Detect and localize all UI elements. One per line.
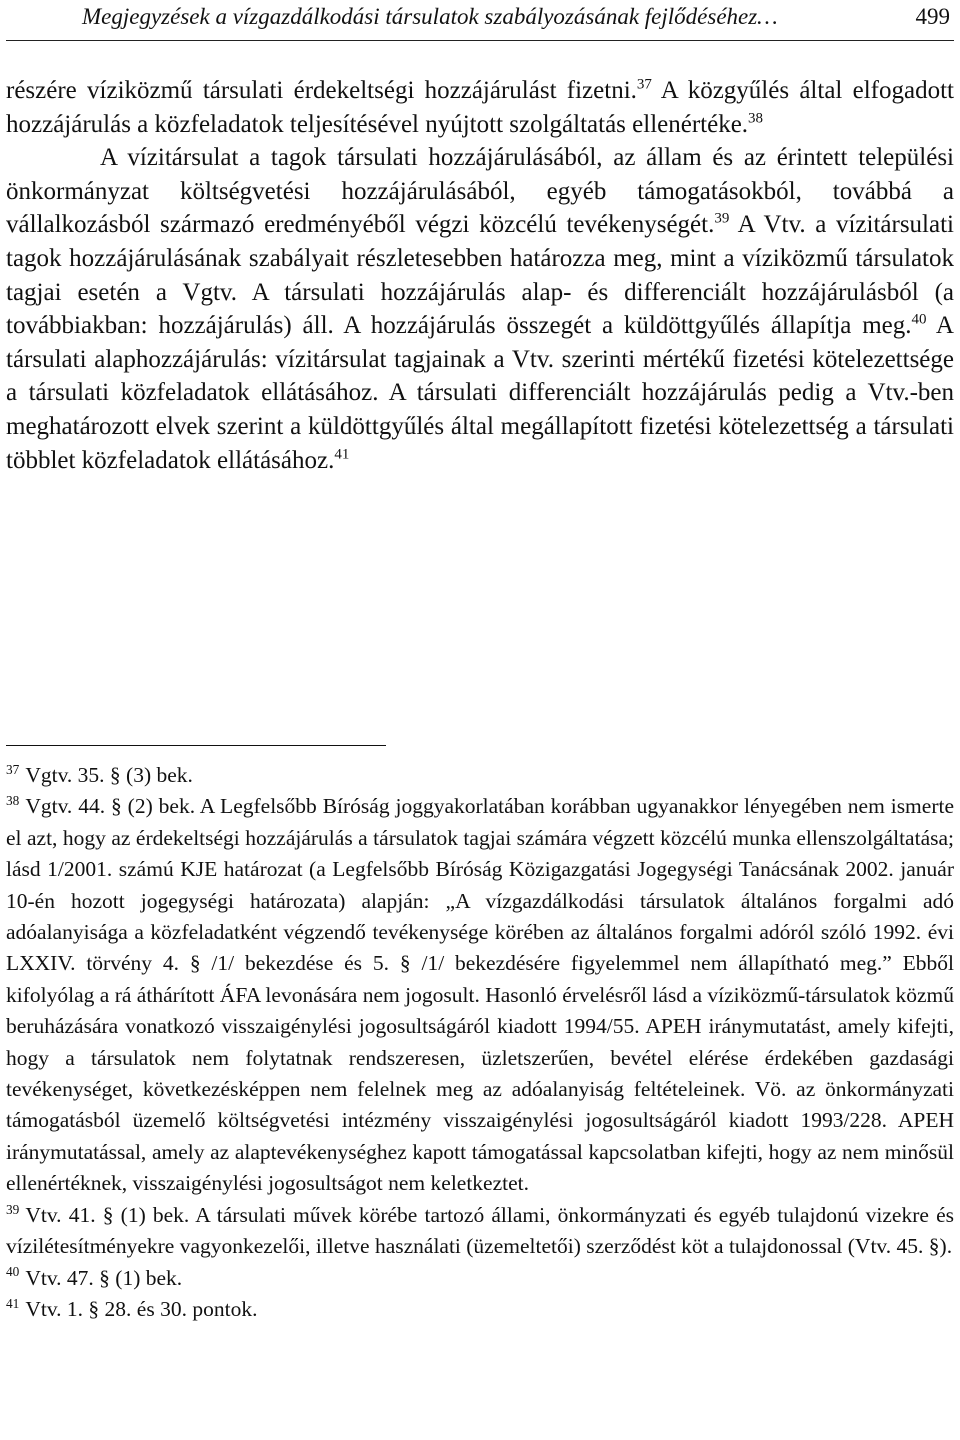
paragraph-1-text-cont: A közgyűlés által elfogadott hozzájárulás a közfeladatok teljesítésével nyújtott szolgáltatás ellenértéke. (6, 77, 954, 138)
footnote-37 (6, 760, 954, 791)
footnote-41 (6, 1294, 954, 1325)
paragraph-2-text-cont2: A társulati alaphozzájárulás: vízitársulat tagjainak a Vtv. szerinti mértékű fizetési kötelezettsége a társulati közfeladatok ellátásához. A társulati differenciált hozzájárulás pedig a Vtv.-ben meghatározott elvek szerint a küldöttgyűlés által megállapított fizetési kötelezettség a társulati többlet közfeladatok ellátásához. (6, 312, 954, 474)
running-header (6, 0, 954, 41)
footnote-text: Vgtv. 44. § (2) bek. A Legfelsőbb Bíróság joggyakorlatában korábban ugyanakkor lényegében nem ismerte el azt, hogy az érdekeltségi hozzájárulás a társulatok tagjai számára végzett közcélú munka ellenszolgáltatása; lásd 1/2001. számú KJE határozat (a Legfelsőbb Bíróság Közigazgatási Jogegységi Tanácsának 2002. január 10-én hozott jogegységi határozata) alapján: „A vízgazdálkodási társulatok általános forgalmi adó adóalanyisága a közfeladatként végzendő tevékenysége körében az általános forgalmi adóról szóló 1992. évi LXXIV. törvény 4. § /1/ bekezdése és 5. § /1/ bekezdésére figyelemmel nem állapítható meg.” Ebből kifolyólag a rá áthárított ÁFA levonására nem jogosult. Hasonló érvelésről lásd a víziközmű-társulatok közmű beruházására vonatkozó visszaigénylési jogosultságáról kiadott 1994/55. APEH iránymutatást, amely kifejti, hogy a társulatok nem folytatnak rendszeresen, üzletszerűen, bevétel elérése érdekében gazdasági tevékenységet, következésképpen nem felelnek meg az adóalanyiság feltételeinek. Vö. az önkormányzati támogatásból üzemelő költségvetési intézmény visszaigénylési jogosultságáról kiadott 1993/228. APEH iránymutatással, amely az alaptevékenységhez kapott támogatással kapcsolatban kifejti, hogy az nem minősül ellenértéknek, visszaigénylési jogosultságot nem keletkeztet. (6, 794, 954, 1196)
footnote-ref-41[interactable]: 41 (334, 446, 350, 463)
footnote-39 (6, 1200, 954, 1263)
footnote-ref-37[interactable]: 37 (636, 76, 652, 93)
footnote-ref-39[interactable]: 39 (714, 211, 730, 228)
footnote-number: 38 (6, 793, 20, 809)
paragraph-2-text: A vízitársulat a tagok társulati hozzájárulásából, az állam és az érintett települési önkormányzat költségvetési hozzájárulásából, egyéb támogatásokból, továbbá a vállalkozásból származó eredményéből végzi közcélú tevékenységét. (6, 144, 954, 239)
footnote-number: 41 (6, 1295, 20, 1311)
footnote-40 (6, 1263, 954, 1294)
footnote-ref-38[interactable]: 38 (748, 110, 764, 127)
footnote-text: Vtv. 41. § (1) bek. A társulati művek körébe tartozó állami, önkormányzati és egyéb tulajdonú vizekre és vízilétesítményekre vagyonkezelői, illetve használati (üzemeltetői) szerződést köt a tulajdonossal (Vtv. 45. §). (6, 1202, 954, 1259)
footnote-number: 40 (6, 1264, 20, 1280)
footnote-number: 39 (6, 1201, 20, 1217)
footnotes (6, 760, 954, 1325)
footnote-text: Vtv. 47. § (1) bek. (25, 1265, 183, 1290)
running-title: Megjegyzések a vízgazdálkodási társulatok szabályozásának fejlődéséhez… (82, 4, 778, 29)
paragraph-1-text: részére víziközmű társulati érdekeltségi hozzájárulást fizetni. (6, 77, 637, 104)
paragraph-2-text-cont: A Vtv. a vízitársulati tagok hozzájárulásának szabályait részletesebben határozza meg, mint a víziközmű társulatok tagjai esetén a Vgtv. A társulati hozzájárulás alap- és differenciált hozzájárulásból (a továbbiakban: hozzájárulás) áll. A hozzájárulás összegét a küldöttgyűlés állapítja meg. (6, 211, 954, 340)
footnote-text: Vgtv. 35. § (3) bek. (25, 763, 193, 787)
page-number: 499 (915, 4, 950, 29)
body-text (6, 74, 954, 477)
footnote-separator (6, 745, 386, 746)
paragraph-1 (6, 74, 954, 141)
footnote-text: Vtv. 1. § 28. és 30. pontok. (25, 1296, 258, 1321)
paragraph-2 (6, 141, 954, 477)
footnote-ref-40[interactable]: 40 (911, 311, 927, 328)
footnote-38 (6, 791, 954, 1199)
footnote-number: 37 (6, 761, 20, 777)
